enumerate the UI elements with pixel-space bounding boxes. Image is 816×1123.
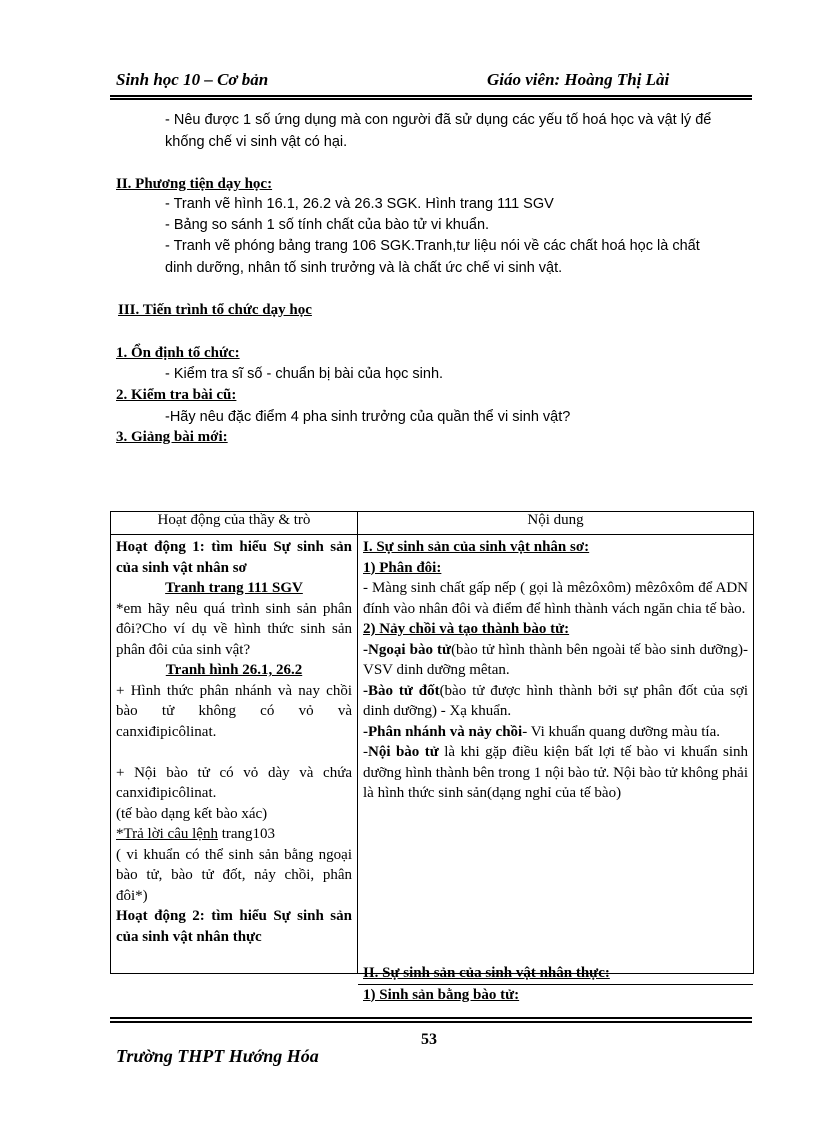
header-rule: [110, 95, 752, 100]
exospore-item: [363, 640, 748, 681]
section3-title: III. Tiến trình tổ chức dạy học: [118, 302, 312, 318]
picture-ref-1: Tranh trang 111 SGV: [165, 580, 303, 596]
section2-item: dinh dưỡng, nhân tố sinh trưởng và là chất ức chế vi sinh vật.: [165, 260, 563, 276]
section2-item: - Tranh vẽ hình 16.1, 26.2 và 26.3 SGK. Hình trang 111 SGV: [165, 196, 554, 212]
answer-prompt: [116, 824, 352, 845]
endospore-text: là khi gặp điều kiện bất lợi tế bào vi khuẩn sinh dưỡng hình thành bên trong 1 nội bào tử. Nội bào tử không phải là hình thức sinh sản(dạng nghỉ của tế bào): [363, 744, 748, 801]
content-cell: [358, 535, 754, 1003]
lesson-table: [110, 511, 754, 1003]
note-3: (tế bào dạng kết bào xác): [116, 805, 268, 822]
subsection-2-title: 2) Nảy chồi và tạo thành bào tử:: [363, 621, 570, 637]
answer-text: ( vi khuẩn có thể sinh sản bằng ngoại bào tử, bào tử đốt, nảy chồi, phân đôi*): [116, 846, 352, 904]
section2-title: II. Phương tiện dạy học:: [116, 176, 273, 192]
segment-spore-text: (bào tử được hình thành bởi sự phân đốt của sợi dinh dưỡng) - Xạ khuẩn.: [363, 682, 748, 719]
question-1: *em hãy nêu quá trình sinh sản phân đôi?Cho ví dụ về hình thức sinh sản phân đôi của sinh vật?: [116, 600, 352, 658]
endospore-prefix: -: [363, 744, 368, 760]
picture-ref-2: Tranh hình 26.1, 26.2: [165, 662, 303, 678]
answer-prompt-label: *Trả lời câu lệnh: [116, 826, 218, 842]
subsection-3-title: 1) Sinh sản bằng bào tử:: [363, 986, 520, 1003]
table-row: [111, 535, 754, 974]
endospore-label: Nội bào tử: [368, 744, 439, 760]
note-2: + Nội bào tử có vỏ dày và chứa canxiđipicôlinat.: [116, 764, 352, 801]
intro-line-2: khống chế vi sinh vật có hại.: [165, 134, 348, 150]
activity-2-title: Hoạt động 2: tìm hiểu Sự sinh sản của sinh vật nhân thực: [116, 908, 352, 945]
step3-title: 3. Giảng bài mới:: [116, 429, 228, 445]
section2-item: - Bảng so sánh 1 số tính chất của bào tử vi khuẩn.: [165, 217, 490, 233]
endospore-item: [363, 742, 748, 804]
exospore-text: (bào tử hình thành bên ngoài tế bào sinh dưỡng)-VSV dinh dưỡng mêtan.: [363, 641, 748, 678]
col-header-content: Nội dung: [358, 512, 754, 535]
activities-cell: [111, 535, 358, 974]
segment-spore-label: -Bào tử đốt: [363, 682, 440, 699]
exospore-label: -Ngoại bào tử: [363, 641, 452, 658]
step1-text: - Kiểm tra sĩ số - chuẩn bị bài của học sinh.: [165, 366, 444, 382]
page-number: 53: [421, 1031, 437, 1048]
intro-line-1: - Nêu được 1 số ứng dụng mà con người đã sử dụng các yếu tố hoá học và vật lý để: [165, 112, 712, 128]
school-name: Trường THPT Hướng Hóa: [116, 1046, 319, 1066]
note-1: + Hình thức phân nhánh và nay chồi bào tử không có vỏ và canxiđipicôlinat.: [116, 682, 352, 740]
section2-item: - Tranh vẽ phóng bảng trang 106 SGK.Tranh,tư liệu nói về các chất hoá học là chất: [165, 238, 700, 254]
subsection-1-title: 1) Phân đôi:: [363, 559, 442, 576]
segment-spore-item: [363, 681, 748, 722]
header-subject: Sinh học 10 – Cơ bản: [116, 70, 269, 89]
step2-title: 2. Kiểm tra bài cũ:: [116, 387, 237, 403]
section-I-title: I. Sự sinh sản của sinh vật nhân sơ:: [363, 539, 590, 555]
answer-prompt-page: trang103: [217, 826, 276, 842]
budding-text: - Vi khuẩn quang dưỡng màu tía.: [522, 723, 721, 740]
step1-title: 1. Ổn định tổ chức:: [116, 345, 240, 361]
table-header-row: [111, 512, 754, 535]
step2-text: -Hãy nêu đặc điểm 4 pha sinh trưởng của quần thể vi sinh vật?: [165, 409, 571, 425]
header-teacher: Giáo viên: Hoàng Thị Lài: [487, 70, 670, 89]
budding-label: -Phân nhánh và nảy chồi: [363, 723, 523, 740]
section-II-title: II. Sự sinh sản của sinh vật nhân thực:: [363, 965, 610, 981]
subsection-1-text: - Màng sinh chất gấp nếp ( gọi là mêzôxôm) mêzôxôm để ADN đính vào nhân đôi và điểm để hình thành vách ngăn chia tế bào.: [363, 580, 748, 617]
activity-1-title: Hoạt động 1: tìm hiểu Sự sinh sản của sinh vật nhân sơ: [116, 539, 352, 576]
budding-item: [363, 722, 748, 743]
footer-rule: [110, 1017, 752, 1023]
col-header-activities: Hoạt động của thầy & trò: [111, 512, 358, 535]
